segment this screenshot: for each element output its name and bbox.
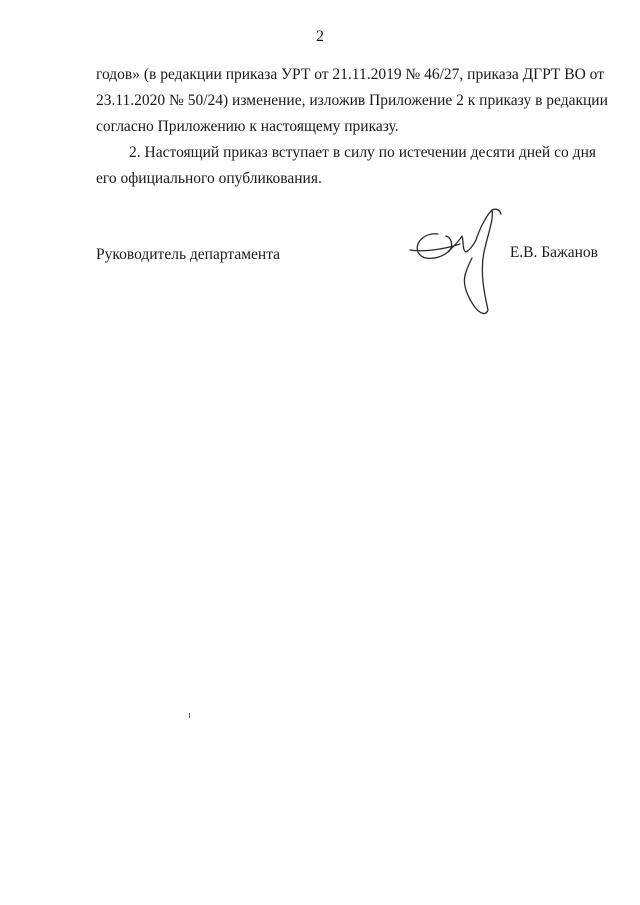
paragraph-line: его официального опубликования.: [96, 170, 322, 187]
paragraph-line: 23.11.2020 № 50/24) изменение, изложив Приложение 2 к приказу в редакции: [96, 92, 608, 109]
paragraph-1: [96, 62, 608, 140]
paragraph-line: годов» (в редакции приказа УРТ от 21.11.2019 № 46/27, приказа ДГРТ ВО от: [96, 66, 604, 83]
scan-artifact: [189, 713, 190, 718]
handwritten-signature: [408, 206, 504, 320]
paragraph-line: согласно Приложению к настоящему приказу.: [96, 118, 399, 135]
paragraph-line: 2. Настоящий приказ вступает в силу по истечении десяти дней со дня: [129, 144, 596, 161]
paragraph-2: [96, 140, 596, 192]
page-number: 2: [316, 28, 324, 45]
signatory-role: Руководитель департамента: [96, 246, 281, 263]
signatory-name: Е.В. Бажанов: [509, 244, 598, 261]
